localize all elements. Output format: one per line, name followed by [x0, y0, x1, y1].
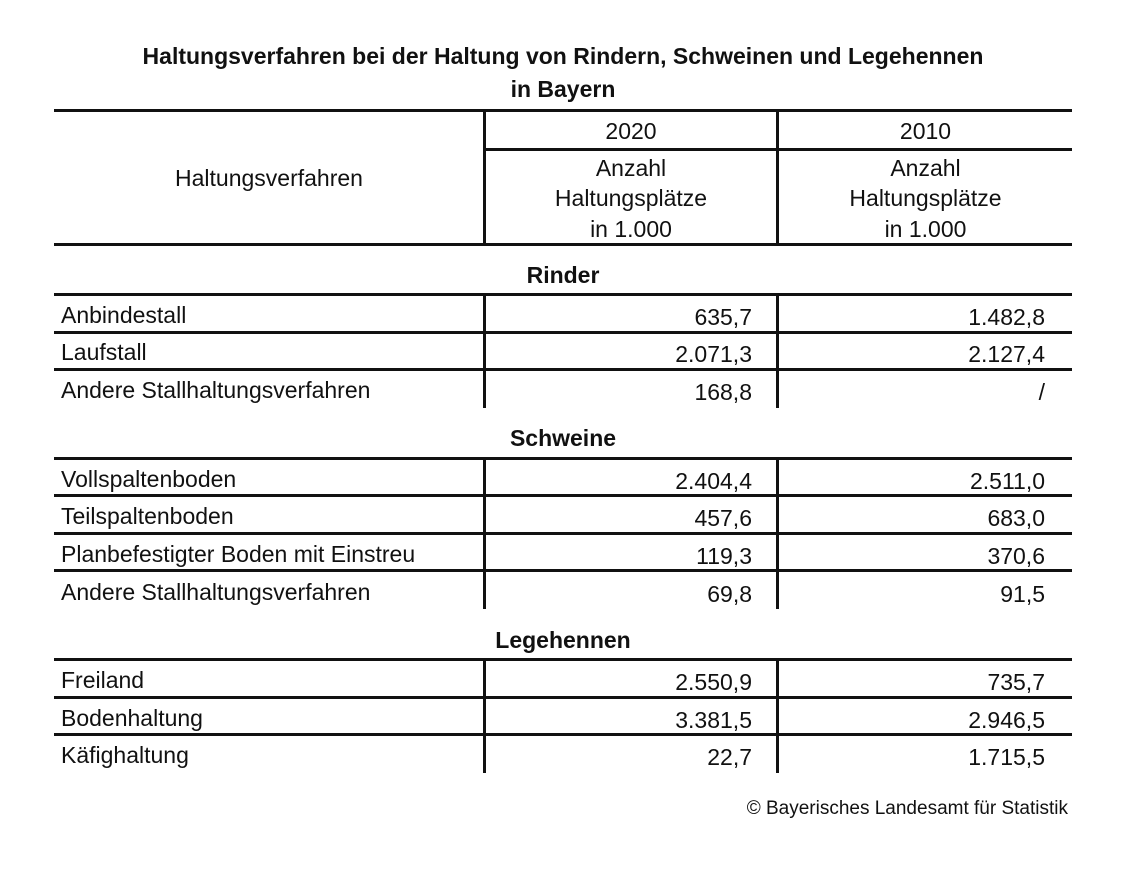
row-label: Vollspaltenboden [61, 466, 237, 492]
table-title-line-2: in Bayern [510, 76, 616, 102]
section-rule [54, 457, 1072, 460]
value-2020: 457,6 [694, 505, 752, 531]
row-rule [54, 532, 1072, 535]
year-underline [483, 148, 1072, 151]
row-label: Planbefestigter Boden mit Einstreu [61, 541, 416, 567]
column-divider [483, 293, 486, 408]
value-2010: / [1038, 379, 1045, 405]
column-divider [483, 658, 486, 773]
value-2010: 735,7 [987, 669, 1045, 695]
value-2010: 1.715,5 [968, 744, 1045, 770]
value-2010: 1.482,8 [968, 304, 1045, 330]
row-label: Bodenhaltung [61, 705, 203, 731]
row-label: Andere Stallhaltungsverfahren [61, 377, 371, 403]
header-unit-2020-line2: Haltungsplätze [554, 185, 708, 211]
header-year-2020: 2020 [605, 118, 657, 144]
header-unit-2010-line2: Haltungsplätze [849, 185, 1002, 211]
row-label: Freiland [61, 667, 145, 693]
row-label: Käfighaltung [61, 742, 189, 768]
header-unit-2010-line3: in 1.000 [884, 216, 967, 242]
header-unit-2020-line1: Anzahl [595, 155, 667, 181]
row-label: Laufstall [61, 339, 147, 365]
section-title-schweine: Schweine [509, 425, 617, 451]
row-rule [54, 494, 1072, 497]
section-rule [54, 658, 1072, 661]
value-2020: 119,3 [696, 543, 752, 569]
value-2010: 2.127,4 [968, 341, 1045, 367]
value-2010: 2.946,5 [968, 707, 1045, 733]
table-title-line-1: Haltungsverfahren bei der Haltung von Rindern, Schweinen und Legehennen [142, 43, 984, 69]
column-divider [776, 293, 779, 408]
header-top-rule [54, 109, 1072, 112]
value-2020: 2.071,3 [675, 341, 752, 367]
value-2020: 2.550,9 [675, 669, 752, 695]
value-2020: 168,8 [694, 379, 752, 405]
column-divider [776, 658, 779, 773]
row-rule [54, 733, 1072, 736]
row-label: Teilspaltenboden [61, 503, 234, 529]
row-label: Anbindestall [61, 302, 187, 328]
value-2020: 2.404,4 [675, 468, 752, 494]
header-row-label: Haltungsverfahren [175, 165, 363, 191]
copyright-footer: © Bayerisches Landesamt für Statistik [746, 798, 1068, 819]
value-2020: 3.381,5 [675, 707, 752, 733]
value-2020: 69,8 [707, 581, 752, 607]
value-2010: 2.511,0 [969, 468, 1045, 494]
header-unit-2010-line1: Anzahl [890, 155, 961, 181]
row-label: Andere Stallhaltungsverfahren [61, 579, 371, 605]
header-unit-2020-line3: in 1.000 [590, 216, 672, 242]
value-2020: 22,7 [707, 744, 752, 770]
section-title-rinder: Rinder [526, 262, 600, 288]
section-rule [54, 293, 1072, 296]
section-title-legehennen: Legehennen [495, 627, 631, 653]
value-2010: 683,0 [987, 505, 1045, 531]
row-rule [54, 368, 1072, 371]
row-rule [54, 569, 1072, 572]
header-year-2010: 2010 [899, 118, 952, 144]
value-2010: 91,5 [1000, 581, 1045, 607]
value-2020: 635,7 [694, 304, 752, 330]
row-rule [54, 696, 1072, 699]
row-rule [54, 331, 1072, 334]
value-2010: 370,6 [987, 543, 1045, 569]
